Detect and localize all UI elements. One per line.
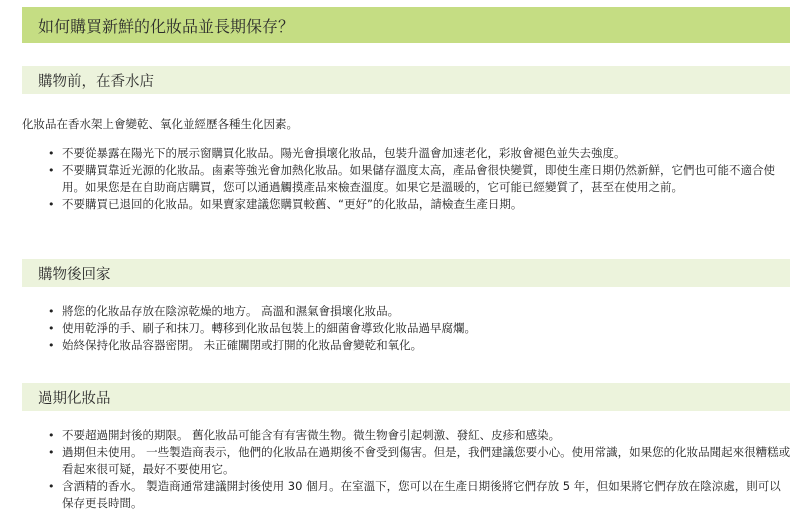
list-item: • 不要從暴露在陽光下的展示窗購買化妝品。陽光會損壞化妝品，包裝升溫會加速老化，彩妝會褪色並失去強度。 xyxy=(48,146,626,160)
section-header-after-shopping: 購物後回家 xyxy=(22,259,790,287)
bullet-list-before-shopping xyxy=(46,145,791,213)
section-intro: 化妝品在香水架上會變乾、氧化並經歷各種生化因素。 xyxy=(22,117,298,131)
list-item: • 將您的化妝品存放在陰涼乾燥的地方。 高溫和濕氣會損壞化妝品。 xyxy=(48,304,400,318)
list-item: • 不要購買已退回的化妝品。如果賣家建議您購買較舊、“更好”的化妝品，請檢查生產日期。 xyxy=(48,197,523,211)
bullet-icon: • xyxy=(48,322,55,335)
list-item: • 使用乾淨的手、刷子和抹刀。轉移到化妝品包裝上的細菌會導致化妝品過早腐爛。 xyxy=(48,321,476,335)
bullet-icon: • xyxy=(48,480,55,493)
bullet-icon: • xyxy=(48,446,55,459)
list-item: • 始終保持化妝品容器密閉。 未正確關閉或打開的化妝品會變乾和氧化。 xyxy=(48,338,423,352)
bullet-list-expired-cosmetics xyxy=(46,427,791,512)
page-title: 如何購買新鮮的化妝品並長期保存？ xyxy=(22,7,790,43)
bullet-icon: • xyxy=(48,198,55,211)
list-item: • 不要超過開封後的期限。 舊化妝品可能含有有害微生物。微生物會引起刺激、發紅、皮疹和感染。 xyxy=(48,428,561,442)
list-item: • 含酒精的香水。 製造商通常建議開封後使用 30 個月。在室溫下，您可以在生產日期後將它們存放 5 年，但如果將它們存放在陰涼處，則可以保存更長時間。 xyxy=(48,479,781,510)
bullet-icon: • xyxy=(48,429,55,442)
bullet-list-after-shopping xyxy=(46,303,791,354)
section-header-expired-cosmetics: 過期化妝品 xyxy=(22,383,790,411)
list-item: • 過期但未使用。 一些製造商表示，他們的化妝品在過期後不會受到傷害。但是，我們建議您要小心。使用常識，如果您的化妝品聞起來很糟糕或看起來很可疑，最好不要使用它。 xyxy=(48,445,791,476)
bullet-icon: • xyxy=(48,164,55,177)
list-item: • 不要購買靠近光源的化妝品。鹵素等強光會加熱化妝品。如果儲存溫度太高，產品會很快變質，即使生產日期仍然新鮮，它們也可能不適合使用。如果您是在自助商店購買，您可以通過觸摸產品來檢查溫度。如果它是溫暖的，它可能已經變質了，甚至在使用之前。 xyxy=(48,163,775,194)
bullet-icon: • xyxy=(48,147,55,160)
bullet-icon: • xyxy=(48,339,55,352)
section-header-before-shopping: 購物前，在香水店 xyxy=(22,66,790,94)
bullet-icon: • xyxy=(48,305,55,318)
